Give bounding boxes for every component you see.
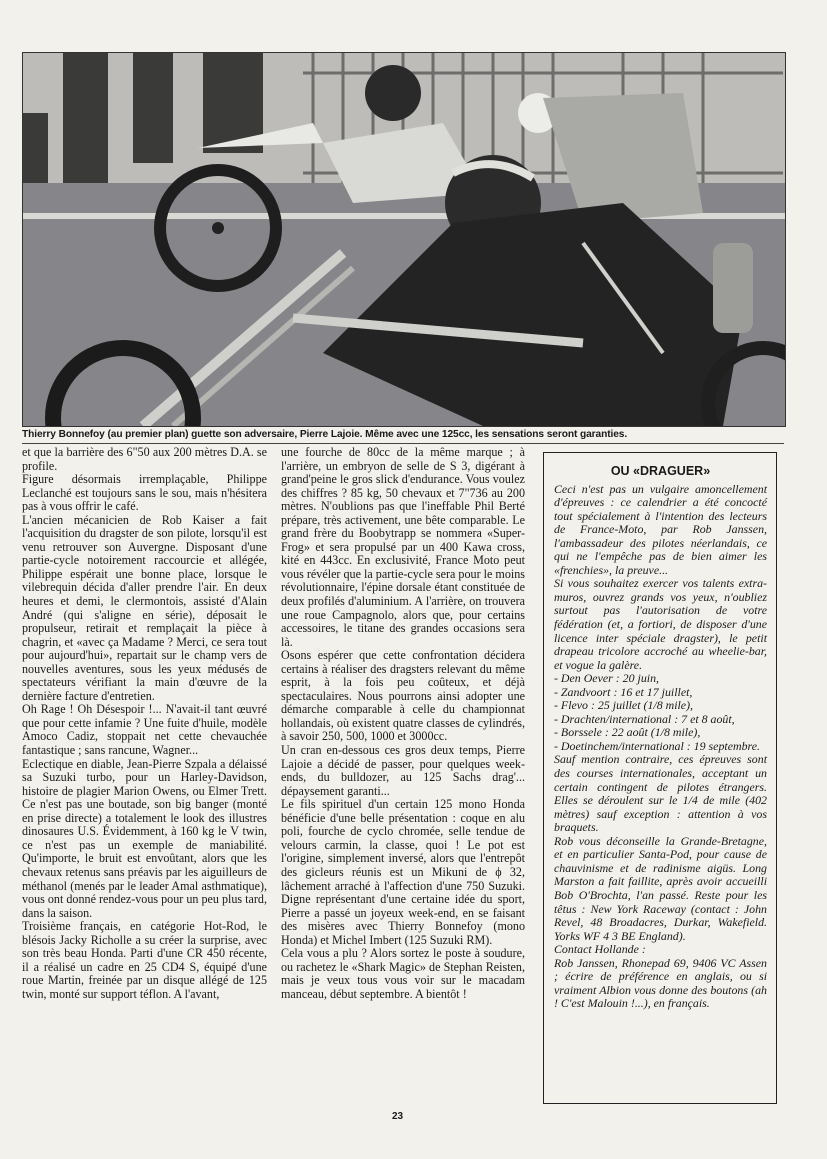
paragraph: Le fils spirituel d'un certain 125 mono Honda bénéficie d'une belle présentation : coque en alu poli, fourche de cyclo chromée, selle tendue de velours carmin, la classe, quoi ! Le pot est l'origine, simplement inversé, alors que l'entrepôt des gicleurs réunis est un Mikuni de ϕ 32, lâchement arraché à l'affection d'une 750 Suzuki. Digne représentant d'une certaine idée du sport, Pierre a passé un joyeux week-end, en se faisant des misères avec Thierry Bonnefoy (mono Honda) et Michel Imbert (125 Suzuki RM). (281, 797, 525, 947)
paragraph: Eclectique en diable, Jean-Pierre Szpala a délaissé sa Suzuki turbo, pour un Harley-Davidson, histoire de plagier Marion Owens, ou Elmer Trett. Ce n'est pas une boutade, son big banger (monté en prise directe) a totalement le look des illustres dinosaures U.S. Évidemment, à 160 kg le V twin, ce n'est pas un exemple de maniabilité. Qu'importe, le bruit est envoûtant, alors que les chevaux retenus sans préavis par les aiguilleurs de méthanol (menés par le leader Amal asthmatique), vous ont donné rendez-vous pour un peu plus tard, dans la saison. (22, 756, 267, 920)
caption-divider (22, 443, 784, 444)
paragraph: une fourche de 80cc de la même marque ; à l'arrière, un embryon de selle de S 3, digérant à grand'peine le gros slick d'endurance. Vous voulez des chiffres ? 85 kg, 50 chevaux et 7"736 au 200 mètres. N'oublions pas que l'ineffable Phil Berté prépare, très activement, une bête comparable. Le grand frère du Boobytrapp se nommera «Super-Frog» et sera propulsé par un 400 Kawa cross, kité en 443cc. En exclusivité, France Moto peut vous révéler que la partie-cycle sera pour le moins révolutionnaire, l'épine dorsale étant constituée de deux profilés d'aluminium. A l'arrière, on trouvera une roue Campagnolo, alors que, pour certains accessoires, le titane des grandes occasions sera là. (281, 445, 525, 649)
event-item: - Drachten/international : 7 et 8 août, (554, 711, 735, 726)
event-item: - Borssele : 22 août (1/8 mile), (554, 725, 701, 740)
paragraph: Un cran en-dessous ces gros deux temps, Pierre Lajoie a décidé de passer, pour quelques week-ends, du bulldozer, au 125 Sachs drag'... dépaysement garanti... (281, 743, 525, 798)
sidebar-paragraph: Si vous souhaitez exercer vos talents extra-muros, ouvrez grands vos yeux, n'oubliez surtout pas l'autorisation de votre fédération (et, a fortiori, de disposer d'une licence inter spéciale dragster), le petit drapeau tricolore accroché au wheelie-bar, et vogue la galère. (554, 576, 767, 672)
paragraph: Oh Rage ! Oh Désespoir !... N'avait-il tant œuvré que pour cette infamie ? Une fuite d'huile, modèle Amoco Cadiz, stoppait net cette chevauchée fantastique ; sans rancune, Wagner... (22, 702, 267, 758)
paragraph: et que la barrière des 6"50 aux 200 mètres D.A. se profile. (22, 445, 267, 473)
event-list (554, 672, 767, 753)
paragraph: Figure désormais irremplaçable, Philippe Leclanché est toujours sans le sou, mais n'hésitera pas à vous offrir le café. (22, 472, 267, 514)
race-photo (22, 52, 786, 427)
contact-details: Rob Janssen, Rhonepad 69, 9406 VC Assen ; écrire de préférence en anglais, ou si vraiment Albion vous donne des boutons (ah ! C'est Malouin !...), en français. (554, 955, 767, 1011)
event-item: - Doetinchem/international : 19 septembre. (554, 738, 760, 753)
page-number: 23 (392, 1111, 404, 1122)
event-item: - Den Oever : 20 juin, (554, 671, 660, 686)
article-column-2 (281, 446, 525, 1001)
sidebar-paragraph: Rob vous déconseille la Grande-Bretagne, et en particulier Santa-Pod, pour cause de chauvinisme et de radinisme aigüs. Long Marston a fait faillite, après avoir accueilli Bob O'Brochta, l'an passé. Reste pour les têtus : New York Raceway (contact : John Revel, 48 Broadacres, Durkar, Wakefield. Yorks WF 4 3 BE England). (554, 833, 767, 943)
paragraph: Troisième français, en catégorie Hot-Rod, le blésois Jacky Richolle a su créer la surprise, avec son très beau Honda. Parti d'une CR 450 récente, il a réalisé un cadre en 25 CD4 S, équipé d'une roue Martin, freinée par un disque allégé de 125 twin, monté sur support téflon. A l'avant, (22, 919, 267, 1001)
sidebar-title: OU «DRAGUER» (610, 464, 711, 478)
sidebar-intro: Ceci n'est pas un vulgaire amoncellement d'épreuves : ce calendrier a été concocté tout spécialement à l'intention des lecteurs de France-Moto, par Rob Janssen, l'ambassadeur des pilotes néerlandais, ce qui ne l'empêche pas de bien aimer les «frenchies», la preuve... (554, 481, 767, 577)
paragraph: Osons espérer que cette confrontation décidera certains à réaliser des dragsters relevant du même esprit, à la fois peu coûteux, et déjà spectaculaires. Nous pourrons ainsi adopter une démarche comparable à celle du championnat hollandais, où existent quatre classes de cylindrés, à savoir 250, 500, 1000 et 3000cc. (281, 648, 525, 744)
contact-label: Contact Hollande : (554, 942, 646, 957)
article-column-1 (22, 446, 267, 1001)
event-item: - Zandvoort : 16 et 17 juillet, (554, 684, 693, 699)
sidebar-paragraph: Sauf mention contraire, ces épreuves sont des courses internationales, acceptant un certain contingent de pilotes étrangers. Elles se déroulent sur le 1/4 de mile (402 mètres) sauf exception : attention à vos braquets. (554, 752, 767, 835)
paragraph: Cela vous a plu ? Alors sortez le poste à soudure, ou rachetez le «Shark Magic» de Stephan Reisten, mais je veux tous vous voir sur le macadam manceau, début septembre. A bientôt ! (281, 946, 525, 1001)
dragster-photo-illustration (23, 53, 785, 426)
photo-caption: Thierry Bonnefoy (au premier plan) guette son adversaire, Pierre Lajoie. Même avec une 125cc, les sensations seront garanties. (22, 429, 628, 440)
event-item: - Flevo : 25 juillet (1/8 mile), (554, 698, 694, 713)
paragraph: L'ancien mécanicien de Rob Kaiser a fait l'acquisition du dragster de son pilote, lorsqu'il est venu retrouver son Auvergne. Disposant d'une partie-cycle notoirement raccourcie et allégée, Philippe espérait une bonne place, lorsque le vilebrequin décida d'aller prendre l'air. En deux heures et demi, le clermontois, assisté d'Alain André (qui s'aligne en série), déposait le propulseur, retirait et remplaçait la pièce à chagrin, et «avec ça Madame ? Merci, ce sera tout pour aujourd'hui», repartait sur le champ vers de nouvelles aventures, sous les yeux médusés de spectateurs vérifiant la main d'œuvre de la dernière facture d'entretien. (22, 512, 267, 703)
sidebar-box-calendar (543, 452, 777, 1104)
